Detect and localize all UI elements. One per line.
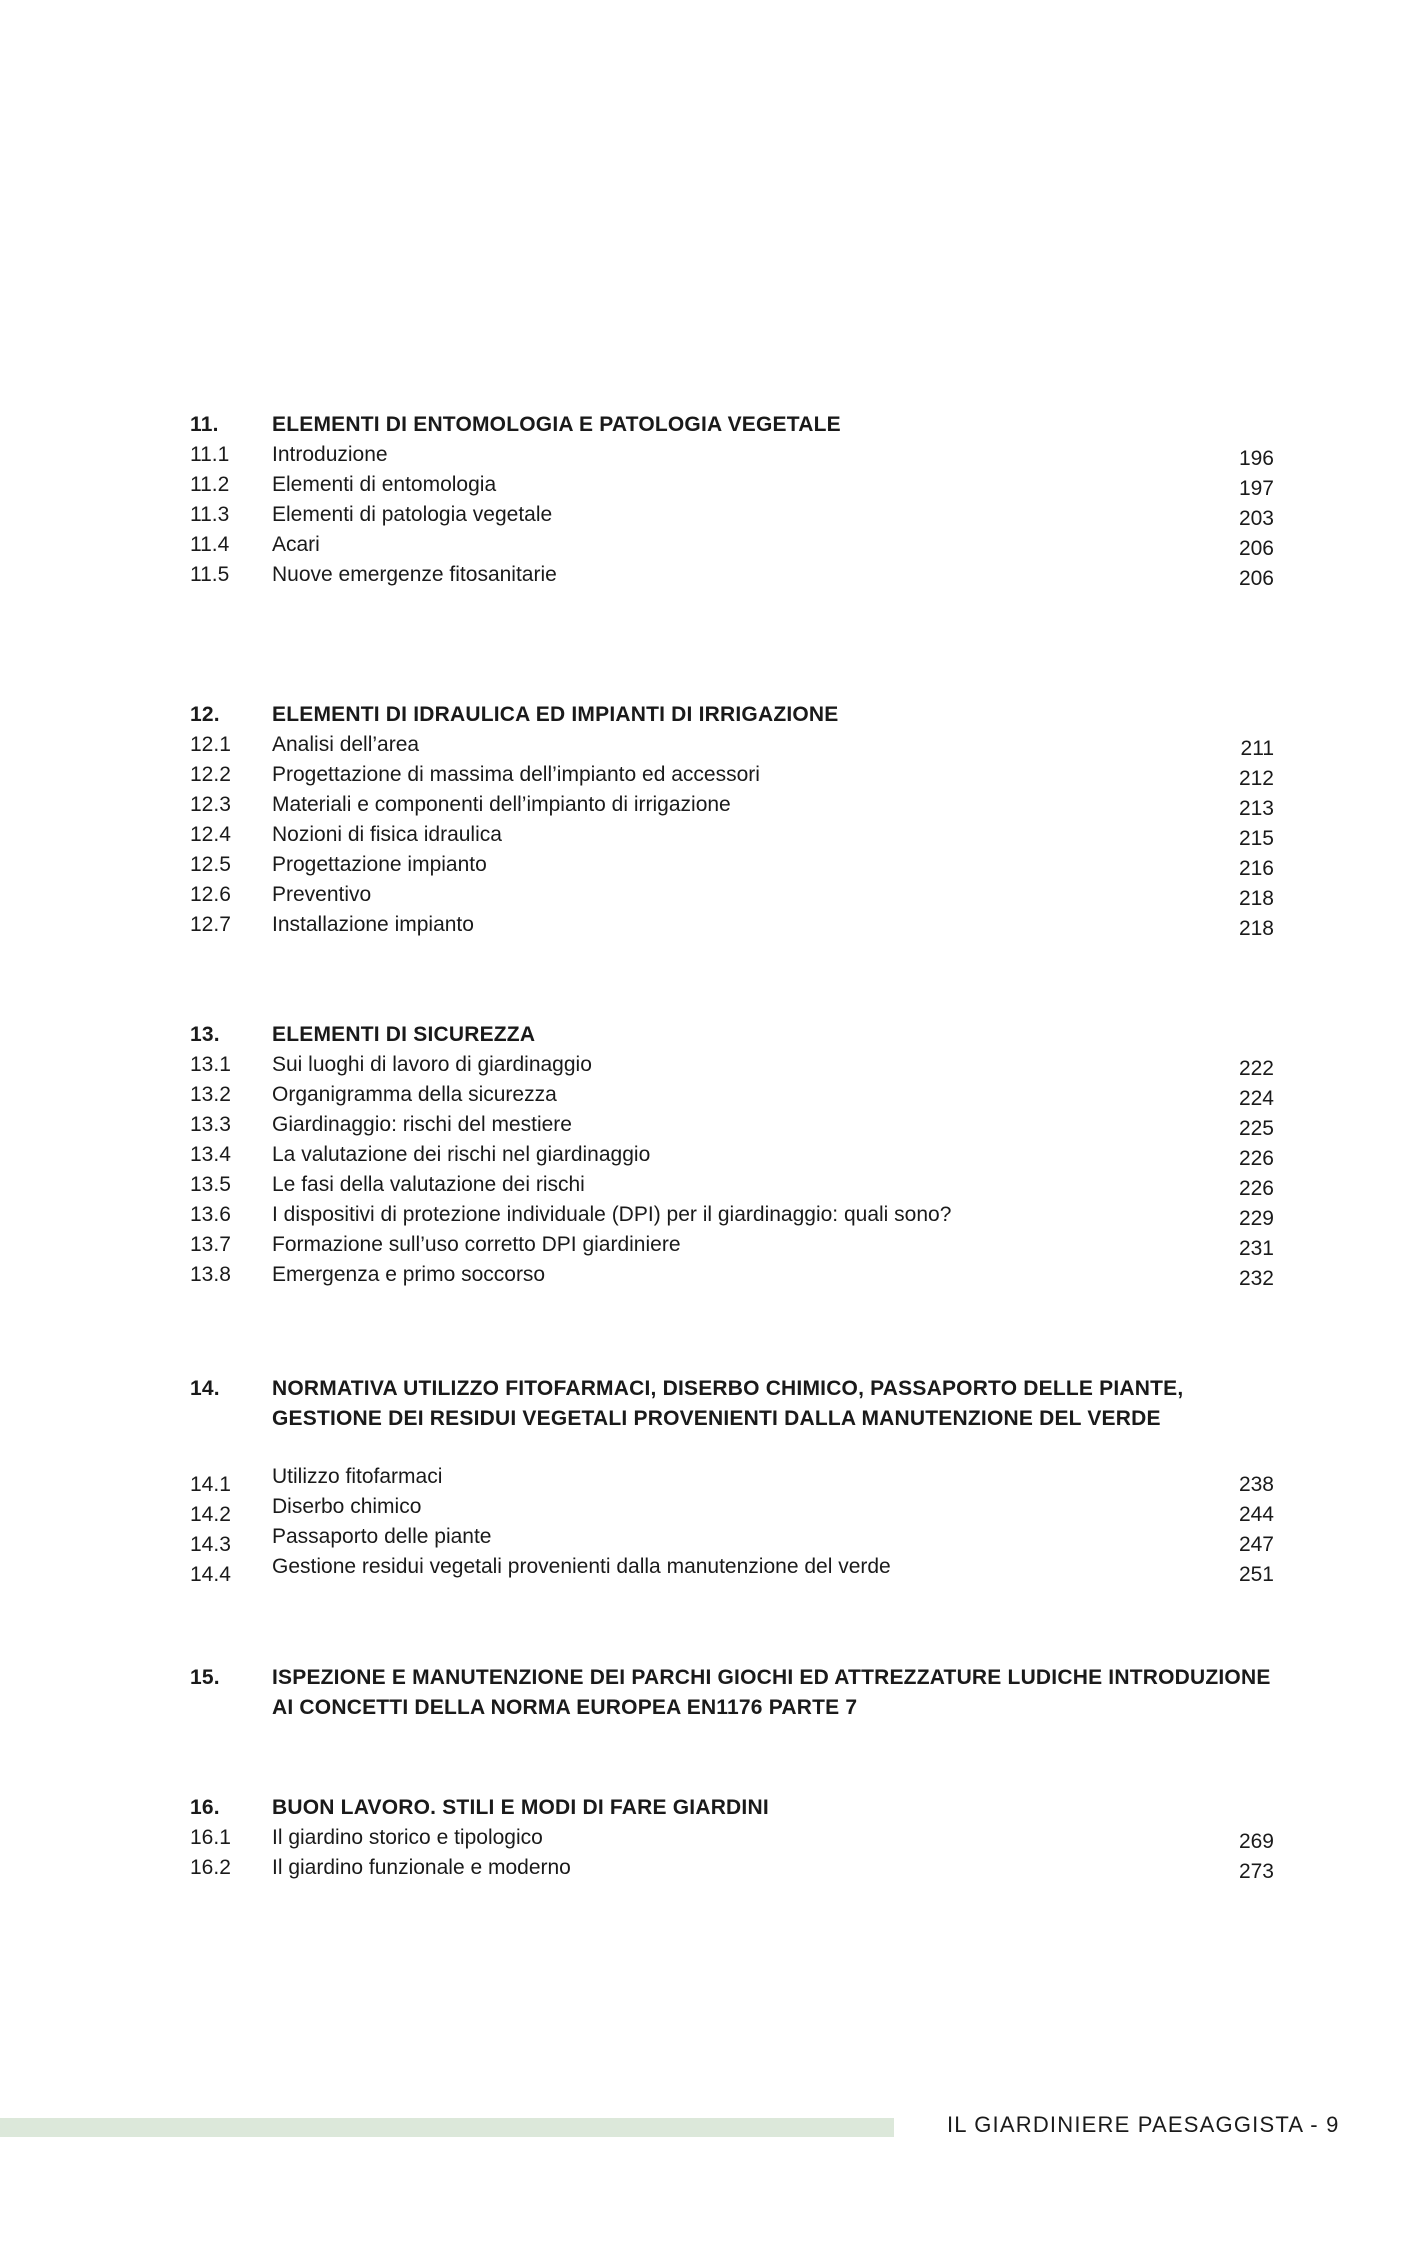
entry-number: 13.3 xyxy=(190,1113,231,1136)
entry-number: 13.1 xyxy=(190,1053,231,1076)
entry-title: Le fasi della valutazione dei rischi xyxy=(272,1173,585,1196)
toc-entry[interactable] xyxy=(0,1823,1410,1853)
entry-number: 12.5 xyxy=(190,853,231,876)
entry-title: I dispositivi di protezione individuale (DPI) per il giardinaggio: quali sono? xyxy=(272,1203,952,1226)
toc-entry[interactable] xyxy=(0,880,1410,910)
entry-number: 12.6 xyxy=(190,883,231,906)
toc-entry[interactable] xyxy=(0,910,1410,940)
entry-number: 12.3 xyxy=(190,793,231,816)
entry-title: Analisi dell’area xyxy=(272,733,420,756)
section-title: NORMATIVA UTILIZZO FITOFARMACI, DISERBO CHIMICO, PASSAPORTO DELLE PIANTE, GESTIONE DEI RESIDUI VEGETALI PROVENIENTI DALLA MANUTENZIONE DEL VERDE xyxy=(272,1377,1184,1430)
entry-number: 13.8 xyxy=(190,1263,231,1286)
entry-title: Sui luoghi di lavoro di giardinaggio xyxy=(272,1053,592,1076)
section-number: 13. xyxy=(190,1023,220,1046)
toc-entry[interactable] xyxy=(0,1462,1410,1496)
entry-title: Elementi di patologia vegetale xyxy=(272,503,553,526)
entry-page: 203 xyxy=(1238,507,1274,530)
section-heading xyxy=(0,1020,1410,1050)
entry-page: 222 xyxy=(1238,1057,1274,1080)
toc-entry[interactable] xyxy=(0,1110,1410,1140)
toc-entry[interactable] xyxy=(0,1492,1410,1526)
section-number: 16. xyxy=(190,1796,220,1819)
toc-entry[interactable] xyxy=(0,1230,1410,1260)
entry-title: Diserbo chimico xyxy=(272,1495,422,1518)
toc-entry[interactable] xyxy=(0,730,1410,760)
section-title: ELEMENTI DI SICUREZZA xyxy=(272,1023,536,1046)
entry-page: 244 xyxy=(1238,1503,1274,1526)
entry-number: 13.6 xyxy=(190,1203,231,1226)
entry-page: 226 xyxy=(1238,1147,1274,1170)
toc-entry[interactable] xyxy=(0,790,1410,820)
entry-number: 11.4 xyxy=(190,533,230,556)
entry-page: 197 xyxy=(1238,477,1274,500)
toc-entry[interactable] xyxy=(0,1050,1410,1080)
toc-entry[interactable] xyxy=(0,1552,1410,1586)
entry-number: 11.3 xyxy=(190,503,230,526)
entry-page: 212 xyxy=(1238,767,1274,790)
toc-entry[interactable] xyxy=(0,530,1410,560)
toc-entry[interactable] xyxy=(0,440,1410,470)
entry-title: Il giardino funzionale e moderno xyxy=(272,1856,571,1879)
entry-page: 196 xyxy=(1238,447,1274,470)
entry-number: 12.2 xyxy=(190,763,231,786)
entry-number: 12.4 xyxy=(190,823,231,846)
entry-number: 14.1 xyxy=(190,1473,231,1496)
entry-number: 11.2 xyxy=(190,473,230,496)
section-heading xyxy=(0,1663,1410,1723)
toc-entry[interactable] xyxy=(0,470,1410,500)
running-footer: IL GIARDINIERE PAESAGGISTA - 9 xyxy=(947,2112,1340,2137)
entry-page: 224 xyxy=(1238,1087,1274,1110)
entry-page: 211 xyxy=(1240,737,1274,760)
entry-page: 251 xyxy=(1238,1563,1274,1586)
section-title: BUON LAVORO. STILI E MODI DI FARE GIARDINI xyxy=(272,1796,769,1819)
entry-title: Nuove emergenze fitosanitarie xyxy=(272,563,557,586)
entry-title: Nozioni di fisica idraulica xyxy=(272,823,502,846)
entry-title: Passaporto delle piante xyxy=(272,1525,492,1548)
entry-page: 215 xyxy=(1238,827,1274,850)
section-heading xyxy=(0,1374,1410,1464)
footer-accent-bar xyxy=(0,2118,894,2137)
entry-title: Elementi di entomologia xyxy=(272,473,497,496)
entry-page: 238 xyxy=(1238,1473,1274,1496)
entry-page: 231 xyxy=(1238,1237,1274,1260)
entry-title: Emergenza e primo soccorso xyxy=(272,1263,546,1286)
entry-number: 14.3 xyxy=(190,1533,231,1556)
entry-page: 218 xyxy=(1238,917,1274,940)
entry-number: 12.7 xyxy=(190,913,231,936)
toc-entry[interactable] xyxy=(0,1260,1410,1290)
toc-entry[interactable] xyxy=(0,1140,1410,1170)
entry-title: Giardinaggio: rischi del mestiere xyxy=(272,1113,572,1136)
entry-page: 229 xyxy=(1238,1207,1274,1230)
entry-number: 13.4 xyxy=(190,1143,231,1166)
toc-entry[interactable] xyxy=(0,1522,1410,1556)
section-number: 15. xyxy=(190,1666,220,1689)
entry-title: Il giardino storico e tipologico xyxy=(272,1826,543,1849)
section-heading xyxy=(0,1793,1410,1823)
section-number: 14. xyxy=(190,1377,220,1400)
entry-number: 14.2 xyxy=(190,1503,231,1526)
section-number: 12. xyxy=(190,703,220,726)
section-title: ISPEZIONE E MANUTENZIONE DEI PARCHI GIOCHI ED ATTREZZATURE LUDICHE INTRODUZIONE AI CONCETTI DELLA NORMA EUROPEA EN1176 PARTE 7 xyxy=(272,1666,1271,1719)
entry-title: Formazione sull’uso corretto DPI giardiniere xyxy=(272,1233,681,1256)
entry-page: 206 xyxy=(1238,537,1274,560)
entry-number: 13.7 xyxy=(190,1233,231,1256)
entry-number: 12.1 xyxy=(190,733,231,756)
entry-page: 269 xyxy=(1238,1830,1274,1853)
entry-title: Acari xyxy=(272,533,320,556)
section-title: ELEMENTI DI ENTOMOLOGIA E PATOLOGIA VEGETALE xyxy=(272,413,841,436)
entry-page: 247 xyxy=(1238,1533,1274,1556)
toc-entry[interactable] xyxy=(0,1200,1410,1230)
entry-title: Progettazione di massima dell’impianto ed accessori xyxy=(272,763,760,786)
toc-entry[interactable] xyxy=(0,1170,1410,1200)
entry-page: 218 xyxy=(1238,887,1274,910)
entry-number: 16.2 xyxy=(190,1856,231,1879)
entry-page: 216 xyxy=(1238,857,1274,880)
section-number: 11. xyxy=(190,413,219,436)
entry-page: 226 xyxy=(1238,1177,1274,1200)
entry-title: Gestione residui vegetali provenienti dalla manutenzione del verde xyxy=(272,1555,891,1578)
toc-entry[interactable] xyxy=(0,500,1410,530)
entry-page: 225 xyxy=(1238,1117,1274,1140)
entry-title: Progettazione impianto xyxy=(272,853,487,876)
section-title: ELEMENTI DI IDRAULICA ED IMPIANTI DI IRRIGAZIONE xyxy=(272,703,839,726)
entry-page: 232 xyxy=(1238,1267,1274,1290)
toc-entry[interactable] xyxy=(0,1080,1410,1110)
entry-number: 13.2 xyxy=(190,1083,231,1106)
section-heading xyxy=(0,410,1410,440)
entry-number: 14.4 xyxy=(190,1563,231,1586)
entry-title: Introduzione xyxy=(272,443,388,466)
entry-number: 11.1 xyxy=(190,443,230,466)
entry-title: Organigramma della sicurezza xyxy=(272,1083,557,1106)
section-heading xyxy=(0,700,1410,730)
entry-number: 13.5 xyxy=(190,1173,231,1196)
toc-entry[interactable] xyxy=(0,560,1410,590)
entry-title: Preventivo xyxy=(272,883,372,906)
entry-title: Materiali e componenti dell’impianto di irrigazione xyxy=(272,793,731,816)
entry-number: 11.5 xyxy=(190,563,230,586)
entry-title: La valutazione dei rischi nel giardinaggio xyxy=(272,1143,651,1166)
toc-entry[interactable] xyxy=(0,1853,1410,1883)
toc-entry[interactable] xyxy=(0,820,1410,850)
entry-title: Installazione impianto xyxy=(272,913,474,936)
toc-entry[interactable] xyxy=(0,760,1410,790)
entry-page: 213 xyxy=(1238,797,1274,820)
entry-page: 273 xyxy=(1238,1860,1274,1883)
entry-number: 16.1 xyxy=(190,1826,231,1849)
toc-entry[interactable] xyxy=(0,850,1410,880)
entry-title: Utilizzo fitofarmaci xyxy=(272,1465,443,1488)
entry-page: 206 xyxy=(1238,567,1274,590)
